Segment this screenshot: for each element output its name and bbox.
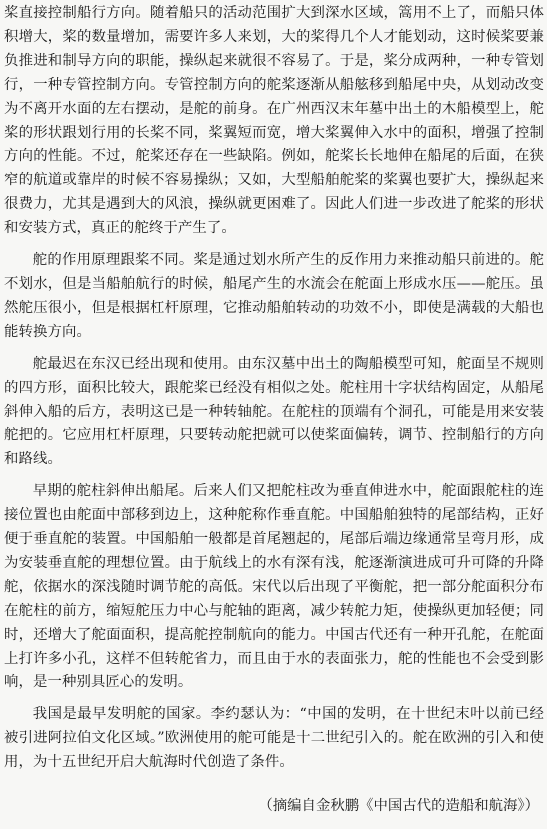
paragraph-5: 我国是最早发明舵的国家。李约瑟认为：“中国的发明，在十世纪末叶以前已经被引进阿拉伯文化区域。”欧洲使用的舵可能是十二世纪引入的。舵在欧洲的引入和使用，为十五世纪开启大航海时代创造了条件。	[4, 706, 544, 771]
paragraph-2: 舵的作用原理跟桨不同。桨是通过划水所产生的反作用力来推动船只前进的。舵不划水，但是当船舶航行的时候，船尾产生的水流会在舵面上形成水压——舵压。虽然舵压很小，但是根据杠杆原理，它推动船舶转动的功效不小，即使是满载的大船也能转换方向。	[4, 252, 544, 340]
article-body	[4, 2, 544, 775]
paragraph-1: 桨直接控制船行方向。随着船只的活动范围扩大到深水区域，篙用不上了，而船只体积增大，桨的数量增加，需要许多人来划，大的桨得几个人才能划动，这时候桨要兼负推进和制导方向的职能，操纵起来就很不容易了。于是，桨分成两种，一种专管划行，一种专管控制方向。专管控制方向的舵桨逐渐从船舷移到船尾中央，从划动改变为不离开水面的左右摆动，是舵的前身。在广州西汉末年墓中出土的木船模型上，舵桨的形状跟划行用的长桨不同，桨翼短而宽，增大桨翼伸入水中的面积，增强了控制方向的性能。不过，舵桨还存在一些缺陷。例如，舵桨长长地伸在船尾的后面，在狭窄的航道或靠岸的时候不容易操纵；又如，大型船舶舵桨的桨翼也要扩大，操纵起来很费力，尤其是遇到大的风浪，操纵就更困难了。因此人们进一步改进了舵桨的形状和安装方式，真正的舵终于产生了。	[4, 5, 544, 237]
paragraph-4: 早期的舵柱斜伸出船尾。后来人们又把舵柱改为垂直伸进水中，舵面跟舵柱的连接位置也由舵面中部移到边上，这种舵称作垂直舵。中国船舶独特的尾部结构，正好便于垂直舵的装置。中国船舶一般都是首尾翘起的，尾部后端边缘通常呈弯月形，成为安装垂直舵的理想位置。由于航线上的水有深有浅，舵逐渐演进成可升可降的升降舵，依据水的深浅随时调节舵的高低。宋代以后出现了平衡舵，把一部分舵面积分布在舵柱的前方，缩短舵压力中心与舵轴的距离，减少转舵力矩，使操纵更加轻便；同时，还增大了舵面面积，提高舵控制航向的能力。中国古代还有一种开孔舵，在舵面上打许多小孔，这样不但转舵省力，而且由于水的表面张力，舵的性能也不会受到影响，是一种别具匠心的发明。	[4, 483, 544, 691]
paragraph-3: 舵最迟在东汉已经出现和使用。由东汉墓中出土的陶船模型可知，舵面呈不规则的四方形，面积比较大，跟舵桨已经没有相似之处。舵柱用十字状结构固定，从船尾斜伸入船的后方，表明这已是一种转轴舵。在舵柱的顶端有个洞孔，可能是用来安装舵把的。它应用杠杆原理，只要转动舵把就可以使桨面偏转，调节、控制船行的方向和路线。	[4, 355, 544, 468]
source-citation: （摘编自金秋鹏《中国古代的造船和航海》）	[258, 798, 539, 814]
